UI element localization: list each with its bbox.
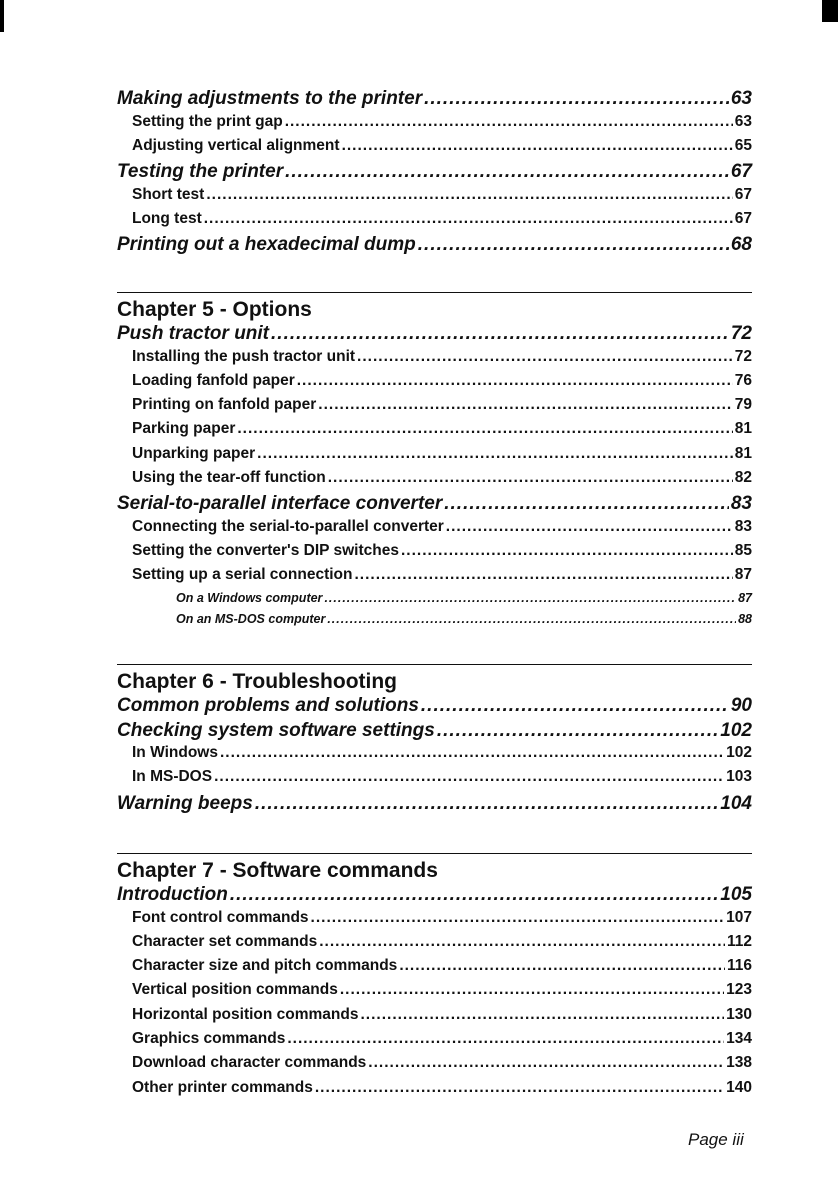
toc-entry[interactable]: [176, 612, 752, 633]
dot-leader: [311, 909, 725, 927]
toc-entry[interactable]: [132, 1030, 752, 1054]
toc-entry-title: Printing out a hexadecimal dump: [117, 234, 416, 256]
toc-entry-title: Loading fanfold paper: [132, 371, 295, 389]
toc-entry-page: 83: [734, 517, 752, 535]
toc-entry[interactable]: [132, 957, 752, 981]
toc-entry-title: Using the tear-off function: [132, 468, 326, 486]
toc-entry-page: 83: [730, 493, 752, 515]
toc-entry-title: Vertical position commands: [132, 981, 338, 999]
toc-entry-title: Making adjustments to the printer: [117, 88, 423, 109]
dot-leader: [324, 591, 736, 605]
toc-entry-title: Character set commands: [132, 932, 318, 950]
dot-leader: [204, 210, 733, 228]
toc-entry-title: Testing the printer: [117, 161, 284, 183]
toc-entry[interactable]: [132, 518, 752, 542]
scan-mark-left: [0, 0, 4, 32]
toc-entry-page: 102: [720, 719, 752, 741]
dot-leader: [340, 981, 724, 999]
toc-entry[interactable]: [132, 981, 752, 1005]
toc-entry-page: 79: [734, 396, 752, 414]
toc-entry[interactable]: [132, 445, 752, 469]
toc-entry[interactable]: [132, 372, 752, 396]
dot-leader: [327, 612, 736, 626]
toc-entry-title: Warning beeps: [117, 792, 253, 814]
dot-leader: [328, 469, 733, 487]
toc-entry-page: 88: [738, 611, 752, 626]
toc-entry[interactable]: [132, 1006, 752, 1030]
dot-leader: [237, 420, 732, 438]
toc-entry-page: 72: [730, 323, 752, 344]
chapter-title: Chapter 7 - Software commands: [117, 859, 438, 882]
toc-entry-page: 130: [726, 1005, 752, 1023]
toc-entry-page: 68: [730, 234, 752, 256]
toc-entry-title: Short test: [132, 185, 205, 203]
entry-list: [117, 884, 752, 1103]
dot-leader: [360, 1006, 724, 1024]
toc-entry-title: Introduction: [117, 884, 228, 905]
toc-entry-title: Push tractor unit: [117, 323, 270, 344]
dot-leader: [318, 396, 732, 414]
toc-entry-title: In Windows: [132, 744, 218, 761]
toc-entry-title: Adjusting vertical alignment: [132, 136, 340, 154]
toc-entry-page: 105: [720, 884, 752, 905]
dot-leader: [257, 445, 733, 463]
toc-entry[interactable]: [117, 234, 752, 259]
toc-entry-title: On a Windows computer: [176, 590, 323, 605]
toc-entry[interactable]: [117, 884, 752, 909]
toc-entry-title: Font control commands: [132, 908, 309, 926]
toc-entry[interactable]: [117, 161, 752, 186]
toc-entry[interactable]: [176, 591, 752, 612]
toc-entry-page: 123: [726, 981, 752, 999]
toc-entry-page: 65: [734, 136, 752, 154]
toc-entry-title: Setting up a serial connection: [132, 566, 353, 584]
toc-entry[interactable]: [117, 793, 752, 818]
toc-entry-title: Long test: [132, 209, 202, 227]
toc-entry-page: 140: [726, 1078, 752, 1096]
toc-entry[interactable]: [117, 88, 752, 113]
toc-entry[interactable]: [132, 1079, 752, 1103]
toc-entry-title: Connecting the serial-to-parallel converter: [132, 517, 444, 535]
toc-entry-page: 102: [726, 744, 752, 761]
toc-entry-page: 103: [726, 768, 752, 786]
dot-leader: [399, 957, 725, 975]
chapter-title: Chapter 5 - Options: [117, 298, 312, 321]
dot-leader: [357, 348, 733, 366]
toc-entry[interactable]: [132, 420, 752, 444]
dot-leader: [206, 186, 732, 204]
toc-entry-page: 81: [734, 444, 752, 462]
dot-leader: [319, 933, 725, 951]
toc-entry-page: 76: [734, 371, 752, 389]
toc-entry[interactable]: [132, 933, 752, 957]
toc-entry-title: Serial-to-parallel interface converter: [117, 493, 443, 515]
toc-entry-title: Printing on fanfold paper: [132, 396, 317, 414]
chapter-5-block: [117, 292, 752, 633]
toc-entry-title: Character size and pitch commands: [132, 957, 398, 975]
dot-leader: [354, 566, 732, 584]
toc-entry-title: Other printer commands: [132, 1078, 313, 1096]
entry-list: [117, 323, 752, 633]
dot-leader: [214, 768, 724, 786]
toc-entry[interactable]: [132, 744, 752, 768]
toc-entry-title: Setting the converter's DIP switches: [132, 542, 399, 560]
toc-entry[interactable]: [117, 695, 752, 720]
chapter-divider: [117, 664, 752, 665]
dot-leader: [255, 793, 718, 815]
scan-mark-right: [822, 0, 838, 22]
toc-entry-page: 85: [734, 542, 752, 560]
chapter-title: Chapter 6 - Troubleshooting: [117, 670, 398, 693]
dot-leader: [401, 542, 733, 560]
dot-leader: [437, 720, 718, 742]
toc-entry-title: Unparking paper: [132, 444, 256, 462]
toc-entry-title: Horizontal position commands: [132, 1005, 359, 1023]
toc-entry-page: 82: [734, 468, 752, 486]
page-number: Page iii: [688, 1130, 744, 1149]
dot-leader: [342, 137, 733, 155]
toc-entry-page: 134: [726, 1029, 752, 1047]
toc-entry[interactable]: [132, 186, 752, 210]
toc-entry-page: 138: [726, 1054, 752, 1072]
dot-leader: [271, 323, 729, 345]
toc-entry-page: 67: [734, 185, 752, 203]
dot-leader: [297, 372, 733, 390]
toc-entry[interactable]: [132, 768, 752, 792]
chapter-divider: [117, 292, 752, 293]
toc-entry-title: Download character commands: [132, 1054, 367, 1072]
toc-entry-page: 90: [730, 695, 752, 716]
toc-entry-title: Common problems and solutions: [117, 695, 419, 716]
toc-entry[interactable]: [117, 720, 752, 745]
chapter-divider: [117, 853, 752, 854]
toc-entry[interactable]: [132, 113, 752, 137]
chapter-6-block: [117, 664, 752, 817]
toc-entry-page: 67: [734, 209, 752, 227]
toc-entry-title: Setting the print gap: [132, 112, 283, 130]
dot-leader: [421, 695, 729, 717]
toc-entry-page: 63: [730, 88, 752, 109]
dot-leader: [220, 744, 724, 762]
toc-entry-page: 87: [734, 566, 752, 584]
dot-leader: [287, 1030, 724, 1048]
dot-leader: [444, 493, 729, 515]
toc-entry-page: 63: [734, 112, 752, 130]
toc-entry-page: 104: [720, 792, 752, 814]
toc-entry[interactable]: [132, 909, 752, 933]
toc-entry-page: 72: [734, 347, 752, 365]
toc-entry-page: 67: [730, 161, 752, 183]
toc-entry[interactable]: [132, 348, 752, 372]
toc-entry[interactable]: [117, 493, 752, 518]
dot-leader: [285, 161, 729, 183]
toc-entry[interactable]: [132, 396, 752, 420]
dot-leader: [368, 1054, 724, 1072]
toc-entry-title: In MS-DOS: [132, 768, 213, 786]
toc-entry[interactable]: [117, 323, 752, 348]
toc-entry-page: 116: [726, 957, 752, 975]
toc-entry-title: Installing the push tractor unit: [132, 347, 356, 365]
toc-entry[interactable]: [132, 137, 752, 161]
toc-entry-title: On an MS-DOS computer: [176, 611, 326, 626]
toc-top-section: [117, 88, 752, 259]
dot-leader: [230, 884, 718, 906]
entry-list: [117, 88, 752, 259]
toc-entry[interactable]: [132, 1054, 752, 1078]
toc-entry-page: 87: [738, 590, 752, 605]
toc-entry[interactable]: [132, 469, 752, 493]
dot-leader: [418, 234, 729, 256]
toc-entry-page: 81: [734, 420, 752, 438]
toc-entry-title: Parking paper: [132, 420, 236, 438]
toc-entry[interactable]: [132, 566, 752, 590]
dot-leader: [446, 518, 733, 536]
toc-entry-title: Graphics commands: [132, 1029, 286, 1047]
dot-leader: [285, 113, 733, 131]
toc-entry-title: Checking system software settings: [117, 719, 435, 741]
chapter-7-block: [117, 853, 752, 1103]
dot-leader: [315, 1079, 724, 1097]
entry-list: [117, 695, 752, 817]
toc-entry-page: 112: [726, 932, 752, 950]
toc-entry[interactable]: [132, 210, 752, 234]
toc-entry-page: 107: [726, 908, 752, 926]
dot-leader: [424, 88, 729, 110]
toc-entry[interactable]: [132, 542, 752, 566]
